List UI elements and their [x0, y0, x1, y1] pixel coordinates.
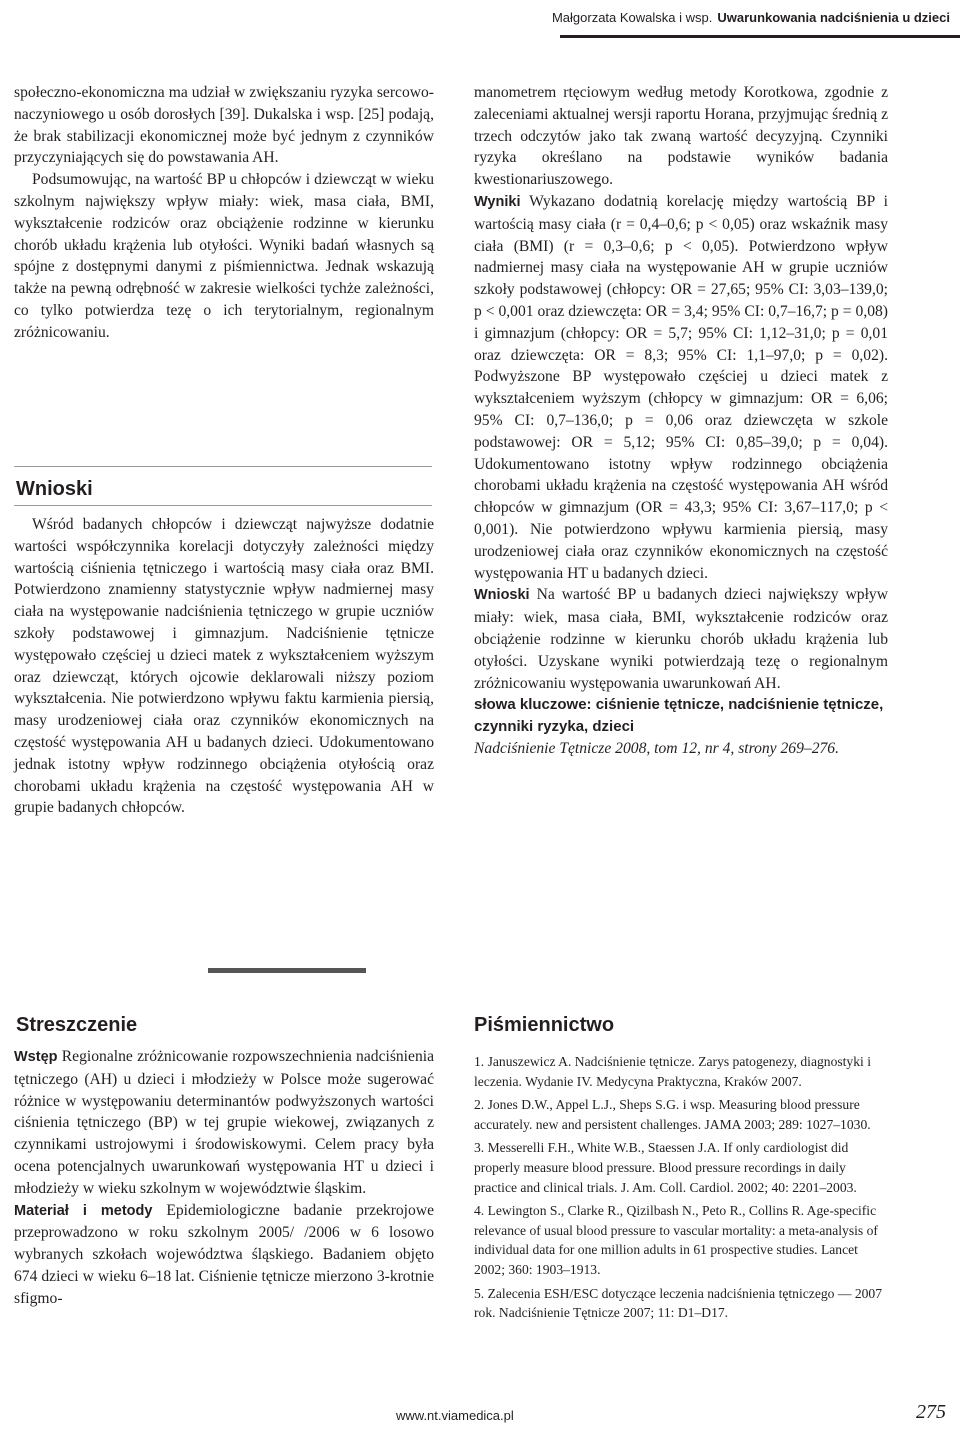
streszczenie-body — [14, 1046, 434, 1310]
wstep-text: Regionalne zróżnicowanie rozpowszechnienia nadciśnienia tętniczego (AH) u dzieci i młodzieży w Polsce może sugerować różnice w występowaniu determinantów podwyższonych wartości ciśnienia tętniczego (BP) w tej grupie wiekowej, związanych z czynnikami ustrojowymi i środowiskowymi. Celem pracy była ocena potencjalnych uwarunkowań występowania HT u dzieci i młodzieży w wieku szkolnym w województwie śląskim. — [14, 1048, 434, 1197]
left-body-text — [14, 82, 434, 344]
section-divider — [14, 505, 432, 506]
wstep-label: Wstęp — [14, 1049, 58, 1065]
reference-list — [474, 1052, 890, 1327]
pismiennictwo-heading: Piśmiennictwo — [474, 1014, 615, 1036]
wyniki-label: Wyniki — [474, 193, 521, 210]
wnioski-heading: Wnioski — [16, 478, 93, 500]
streszczenie-material — [14, 1200, 434, 1310]
header-title: Uwarunkowania nadciśnienia u dzieci — [717, 9, 950, 25]
streszczenie-wstep — [14, 1046, 434, 1200]
footer-url: www.nt.viamedica.pl — [396, 1408, 514, 1423]
abstract-methods-cont: manometrem rtęciowym według metody Korotkowa, zgodnie z zaleceniami aktualnej wersji raportu Horana, przyjmując średnią z trzech odczytów jako tak zwaną wartość decyzyjną. Czynniki ryzyka określano na podstawie wyników badania kwestionariuszowego. — [474, 84, 888, 189]
reference-item: 2. Jones D.W., Appel L.J., Sheps S.G. i wsp. Measuring blood pressure accurately. new and persistent challenges. JAMA 2003; 289: 1027–1030. — [474, 1097, 871, 1132]
wnioski-body — [14, 514, 434, 819]
header-authors: Małgorzata Kowalska i wsp. — [551, 9, 713, 25]
section-divider — [14, 466, 432, 467]
abstract-results — [474, 191, 888, 584]
abstract-wnioski-label: Wnioski — [474, 587, 530, 604]
end-of-text-bar — [208, 968, 366, 973]
wyniki-text: Wykazano dodatnią korelację między wartością BP i wartością masy ciała (r = 0,4–0,6; p < 0,05) oraz wskaźnik masy ciała (BMI) (r = 0,3–0,6; p < 0,05). Potwierdzono wpływ nadmiernej masy ciała na występowanie AH w grupie uczniów szkoły podstawowej (chłopcy: OR = 27,65; 95% CI: 3,03–139,0; p < 0,001 oraz dziewczęta: OR = 3,4; 95% CI: 0,7–16,7; p = 0,08) i gimnazjum (chłopcy: OR = 5,7; 95% CI: 1,12–31,0; p = 0,01 oraz dziewczęta: OR = 8,3; 95% CI: 1,1–97,0; p = 0,02). Podwyższone BP występowało częściej u dzieci matek z wykształceniem wyższym (chłopcy w gimnazjum: OR = 6,06; 95% CI: 0,7–136,0; p = 0,06 oraz dziewczęta w szkole podstawowej: OR = 5,12; 95% CI: 0,85–39,0; p = 0,04). Udokumentowano istotny wpływ rodzinnego obciążenia chorobami układu krążenia na częstość występowania AH wśród chłopców w gimnazjum (OR = 43,3; 95% CI: 3,67–117,0; p < 0,001). Nie potwierdzono wpływu karmienia piersią, masy urodzeniowej ciała oraz czynników ekonomicznych na częstość występowania HT u badanych dzieci. — [474, 192, 888, 582]
right-abstract-text — [474, 82, 888, 760]
paragraph-socioeconomic: społeczno-ekonomiczna ma udział w zwiększaniu ryzyka sercowo-naczyniowego u osób dorosłych [39]. Dukalska i wsp. [25] podają, że brak stabilizacji ekonomicznej może być jednym z czynników przyczyniających się do powstawania AH. — [14, 84, 434, 167]
keywords: słowa kluczowe: ciśnienie tętnicze, nadciśnienie tętnicze, czynniki ryzyka, dzieci — [474, 696, 884, 736]
header-rule — [560, 35, 960, 38]
running-header — [542, 0, 960, 36]
paragraph-summary: Podsumowując, na wartość BP u chłopców i dziewcząt w wieku szkolnym największy wpływ miały: wiek, masa ciała, BMI, wykształcenie rodziców oraz obciążenie rodzinne w kierunku chorób układu krążenia lub otyłości. Wyniki badań własnych są spójne z dostępnymi danymi z piśmiennictwa. Jednak wskazują także na pewną odrębność w zakresie wielkości tychże zależności, co tylko potwierdza tezę o ich terytorialnym, regionalnym zróżnicowaniu. — [14, 171, 434, 341]
reference-item: 3. Messerelli F.H., White W.B., Staessen J.A. If only cardiologist did properly measure blood pressure. Blood pressure recordings in daily practice and clinical trials. J. Am. Coll. Cardiol. 2002; 40: 2201–2003. — [474, 1140, 857, 1195]
reference-item: 1. Januszewicz A. Nadciśnienie tętnicze. Zarys patogenezy, diagnostyki i leczenia. Wydanie IV. Medycyna Praktyczna, Kraków 2007. — [474, 1054, 871, 1089]
material-label: Materiał i metody — [14, 1202, 153, 1219]
reference-item: 4. Lewington S., Clarke R., Qizilbash N., Peto R., Collins R. Age-specific relevance of usual blood pressure to vascular mortality: a meta-analysis of individual data for one million adults in 61 prospective studies. Lancet 2002; 360: 1903–1913. — [474, 1203, 878, 1277]
material-text: Epidemiologiczne badanie przekrojowe przeprowadzono w roku szkolnym 2005/ /2006 w 6 losowo wybranych szkołach województwa śląskiego. Badaniem objęto 674 dzieci w wieku 6–18 lat. Ciśnienie tętnicze mierzono 3-krotnie sfigmo- — [14, 1201, 434, 1307]
journal-citation: Nadciśnienie Tętnicze 2008, tom 12, nr 4, strony 269–276. — [474, 739, 839, 757]
streszczenie-heading: Streszczenie — [16, 1014, 138, 1036]
wnioski-text: Wśród badanych chłopców i dziewcząt najwyższe dodatnie wartości współczynnika korelacji dotyczyły zależności między wartością ciśnienia tętniczego i wartością masy ciała oraz BMI. Potwierdzono znamienny statystycznie wpływ nadmiernej masy ciała na występowanie nadciśnienia tętniczego w grupie uczniów szkoły podstawowej i gimnazjum. Nadciśnienie tętnicze występowało częściej u dzieci matek z wykształceniem wyższym oraz dziewcząt, których ojcowie deklarowali niższy poziom wykształcenia. Nie potwierdzono wpływu faktu karmienia piersią, masy urodzeniowej ciała oraz czynników ekonomicznych na częstość występowania AH u badanych dzieci. Udokumentowano jednak istotny wpływ rodzinnego obciążenia otyłością oraz chorobami układu krążenia na częstość występowania AH w grupie badanych chłopców. — [14, 516, 434, 817]
abstract-wnioski-text: Na wartość BP u badanych dzieci największy wpływ miały: wiek, masa ciała, BMI, wykształcenie rodziców oraz obciążenie rodzinne w kierunku chorób układu krążenia lub otyłości. Uzyskane wyniki potwierdzają tezę o regionalnym zróżnicowaniu występowania uwarunkowań AH. — [474, 586, 888, 692]
reference-item: 5. Zalecenia ESH/ESC dotyczące leczenia nadciśnienia tętniczego — 2007 rok. Nadciśnienie Tętnicze 2007; 11: D1–D17. — [474, 1285, 883, 1321]
abstract-conclusions — [474, 584, 888, 694]
page-number: 275 — [916, 1401, 946, 1423]
